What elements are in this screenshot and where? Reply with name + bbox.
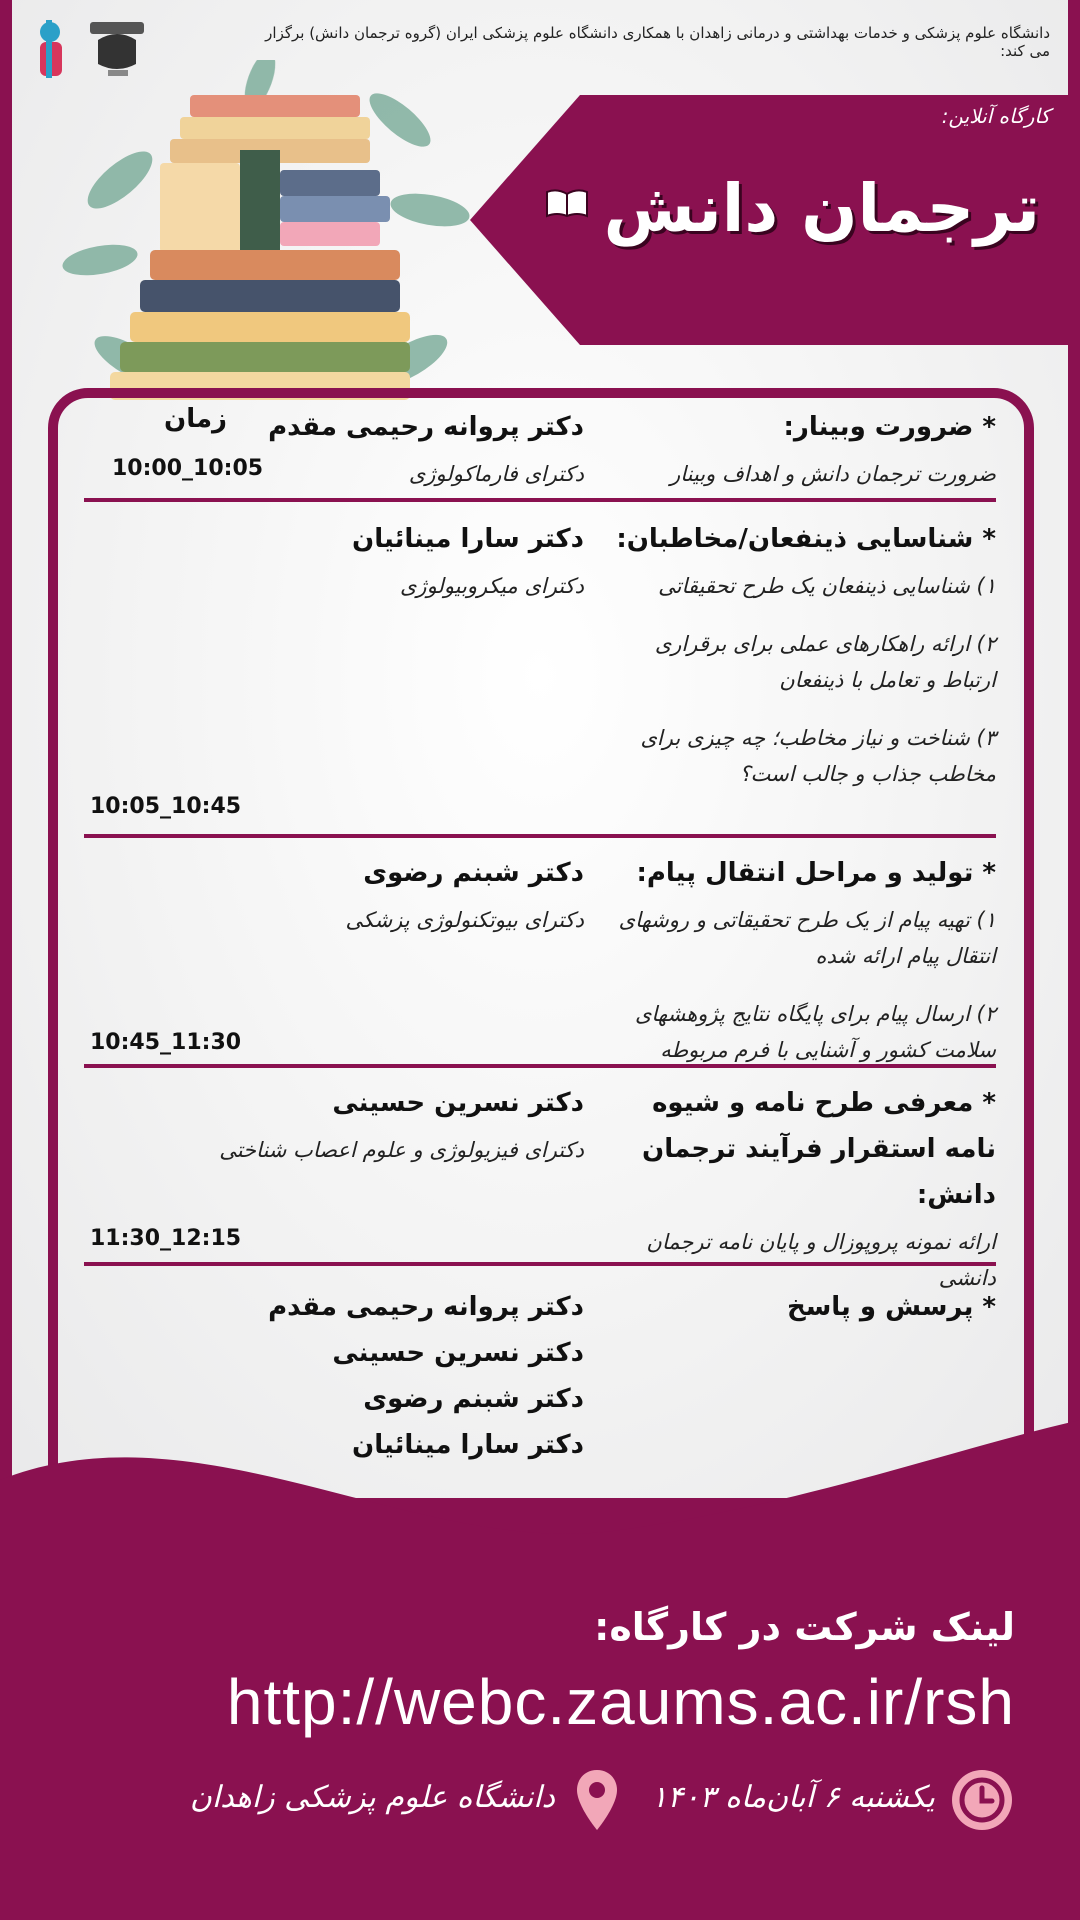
topic [596,516,996,814]
row-divider [84,1262,996,1266]
topic-desc-line: ۲) ارسال پیام برای پایگاه نتایج پژوهشهای سلامت کشور و آشنایی با فرم مربوطه [634,1002,996,1062]
speaker-name: دکتر شبنم رضوی [363,1384,584,1414]
schedule-row [84,404,996,494]
speaker-name: دکتر سارا مینائیان [352,524,584,554]
event-venue: دانشگاه علوم پزشکی زاهدان [189,1780,555,1815]
schedule-row [84,850,996,1060]
speaker-name: دکتر نسرین حسینی [332,1088,584,1118]
speaker-name: دکتر شبنم رضوی [363,858,584,888]
open-book-icon [545,188,589,218]
topic [596,850,996,1090]
schedule-row [84,516,996,826]
topic-title: * شناسایی ذینفعان/مخاطبان: [616,524,996,554]
topic-title: * معرفی طرح نامه و شیوه نامه استقرار فرآیند ترجمان دانش: [642,1088,996,1210]
topic-desc-line: ۱) تهیه پیام از یک طرح تحقیقاتی و روشهای انتقال پیام ارائه شده [618,908,996,968]
time-slot: 10:45_11:30 [90,1030,242,1055]
event-date: یکشنبه ۶ آبان‌ماه ۱۴۰۳ [651,1780,935,1815]
topic-title: * پرسش و پاسخ [786,1292,996,1322]
link-label: لینک شرکت در کارگاه: [594,1605,1015,1649]
topic-desc-line: ۲) ارائه راهکارهای عملی برای برقراری ارتباط و تعامل با ذینفعان [654,632,996,692]
speaker [184,516,584,604]
speaker-degree: دکترای میکروبیولوژی [400,574,584,598]
speaker-name: دکتر پروانه رحیمی مقدم [268,412,584,442]
time-header: زمان [164,404,228,434]
speaker-degree: دکترای فیزیولوژی و علوم اعصاب شناختی [219,1138,584,1162]
topic [596,1284,996,1330]
speaker-name: دکتر سارا مینائیان [352,1430,584,1460]
speaker [184,1080,584,1168]
topic-desc [596,568,996,792]
speaker-name: دکتر نسرین حسینی [332,1338,584,1368]
speaker-name: دکتر پروانه رحیمی مقدم [268,1292,584,1322]
row-divider [84,1064,996,1068]
webinar-link[interactable]: http://webc.zaums.ac.ir/rsh [226,1666,1015,1738]
speaker [184,850,584,938]
topic-desc-line: ۱) شناسایی ذینفعان یک طرح تحقیقاتی [658,574,996,598]
bottom-wave [0,1410,1080,1580]
time-slot: 10:05_10:45 [90,794,242,819]
workshop-label: کارگاه آنلاین: [941,104,1050,128]
topic-desc [596,456,996,492]
topic-desc-line: ۳) شناخت و نیاز مخاطب؛ چه چیزی برای مخاطب جذاب و جالب است؟ [640,726,996,786]
topic-title: * ضرورت وبینار: [783,412,996,442]
location-pin-icon [575,1768,619,1832]
books-illustration [60,60,470,430]
left-band [0,0,12,1480]
schedule-row [84,1080,996,1290]
speaker-degree: دکترای فارماکولوژی [408,462,584,486]
topic [596,1080,996,1318]
header-text: دانشگاه علوم پزشکی و خدمات بهداشتی و درمانی زاهدان با همکاری دانشگاه علوم پزشکی ایران (گروه ترجمان دانش) برگزار می کند: [265,24,1050,60]
topic-title: * تولید و مراحل انتقال پیام: [636,858,996,888]
footer-info [0,1768,1080,1838]
row-divider [84,498,996,502]
topic-desc-line: ارائه نمونه پروپوزال و پایان نامه ترجمان دانشی [646,1230,996,1290]
time-slot: 11:30_12:15 [90,1226,242,1251]
topic-desc [596,902,996,1068]
topic-desc-line: ضرورت ترجمان دانش و اهداف وبینار [670,462,996,486]
row-divider [84,834,996,838]
time-slot: 10:00_10:05 [112,456,264,481]
speaker-degree: دکترای بیوتکنولوژی پزشکی [345,908,584,932]
clock-icon [950,1768,1014,1832]
page-title: ترجمان دانش [603,170,1040,247]
